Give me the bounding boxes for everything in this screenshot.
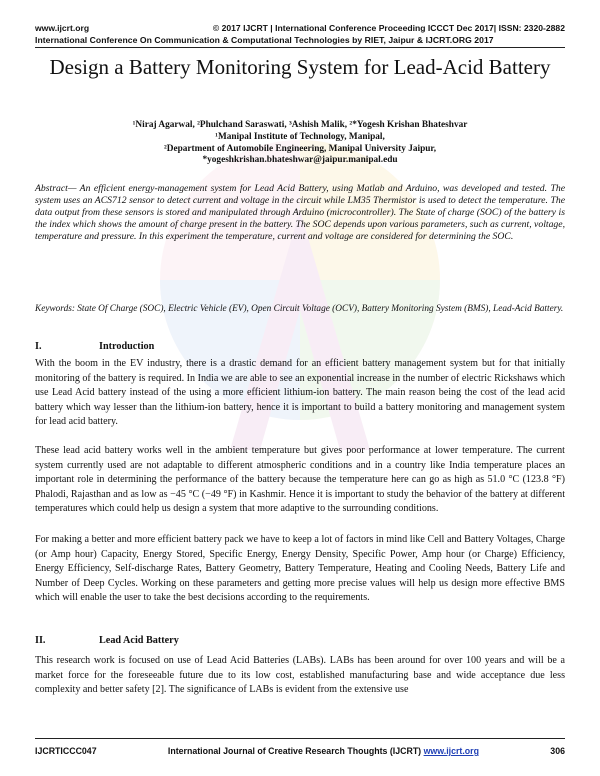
footer-url-link[interactable]: www.ijcrt.org [423, 746, 479, 756]
author-affiliation-1: ¹Manipal Institute of Technology, Manipal, [215, 131, 385, 142]
header-site-link[interactable]: www.ijcrt.org [35, 23, 90, 33]
author-affiliation-2: ²Department of Automobile Engineering, Manipal University Jaipur, [163, 143, 437, 154]
keywords: Keywords: State Of Charge (SOC), Electric Vehicle (EV), Open Circuit Voltage (OCV), Battery Monitoring System (BMS), Lead-Acid Battery. [35, 304, 564, 314]
paper-title: Design a Battery Monitoring System for Lead-Acid Battery [49, 55, 551, 79]
footer-journal [168, 746, 479, 756]
section-title: Introduction [99, 341, 155, 352]
running-footer [35, 746, 565, 756]
header-divider [35, 47, 565, 48]
footer-journal-name: International Journal of Creative Research Thoughts (IJCRT) [167, 746, 422, 756]
footer-divider [35, 738, 565, 739]
intro-paragraph-3: For making a better and more efficient battery pack we have to keep a lot of factors in mind like Cell and Battery Voltages, Charge (or Amp hour) Capacity, Energy Stored, Specific Energy, Energy Density, Specific Power, Amp hour (or Charge) Efficiency, Energy Efficiency, Self-discharge Rates, Battery Geometry, Battery Temperature, Heating and Cooling Needs, Battery Life and Number of Deep Cycles. Working on these parameters and getting more precise values will help us design more effective BMS which will enable the user to take the best decisions according to the requirements. [35, 534, 565, 603]
author-email[interactable]: *yogeshkrishan.bhateshwar@jaipur.manipal.edu [202, 155, 398, 166]
footer-paper-id: IJCRTICCC047 [35, 746, 97, 756]
author-block [40, 120, 560, 167]
author-names: ¹Niraj Agarwal, ²Phulchand Saraswati, ³Ashish Malik, ²*Yogesh Krishan Bhateshvar [132, 120, 468, 130]
header-conference: International Conference On Communication & Computational Technologies by RIET, Jaipur & IJCRT.ORG 2017 [35, 35, 494, 45]
section-heading-lead-acid [35, 635, 179, 646]
header-copyright: © 2017 IJCRT | International Conference Proceeding ICCCT Dec 2017| ISSN: 2320-2882 [212, 23, 565, 33]
abstract: Abstract— An efficient energy-management system for Lead Acid Battery, using Matlab and Arduino, was developed and tested. The system uses an ACS712 sensor to detect current and voltage in the circuit while LM35 Thermistor is used to detect the temperature. The data output from these sensors is stored and manipulated through Arduino (microcontroller). The State of charge (SOC) of the battery is the index which shows the amount of charge present in the battery. The SOC depends upon various parameters, such as current, voltage, temperature and pressure. In this experiment the temperature, current and voltage are considered for determining the SOC. [35, 183, 565, 242]
section-title: Lead Acid Battery [99, 635, 179, 646]
section-number: II. [35, 635, 46, 646]
section-heading-introduction [35, 341, 154, 352]
lead-acid-paragraph-1: This research work is focused on use of Lead Acid Batteries (LABs). LABs has been around for over 100 years and will be a market force for the foreseeable future due to its low cost, established manufacturing base and wide acceptance due less complexity and better safety [2]. The significance of LABs is evident from the extensive use [35, 655, 565, 695]
intro-paragraph-1: With the boom in the EV industry, there is a drastic demand for an efficient battery management system but for that initially monitoring of the battery is required. In India we are able to see an exponential increase in the number of electric Rickshaws which use Lead Acid battery instead of the using a more efficient lithium-ion battery. The main reason being the cost of the lead acid battery which way lesser than the lithium-ion battery, hence it is important to build a battery monitoring and management system for lead acid battery. [35, 358, 566, 427]
section-number: I. [35, 341, 42, 352]
intro-paragraph-2: These lead acid battery works well in the ambient temperature but gives poor performance at lower temperature. The current system currently used are not adaptable to different atmospheric conditions and in a country like India temperature places an important role in determining the performance of the battery because the temperature here can go as high as 51.0 °C (123.8 °F) Phalodi, Rajasthan and as low as −45 °C (−49 °F) in Kashmir. Hence it is important to study the behavior of the battery at different temperatures which could help us design a system that more adaptive to the surrounding conditions. [35, 445, 565, 514]
footer-page-number: 306 [550, 746, 565, 756]
running-header [35, 23, 565, 33]
